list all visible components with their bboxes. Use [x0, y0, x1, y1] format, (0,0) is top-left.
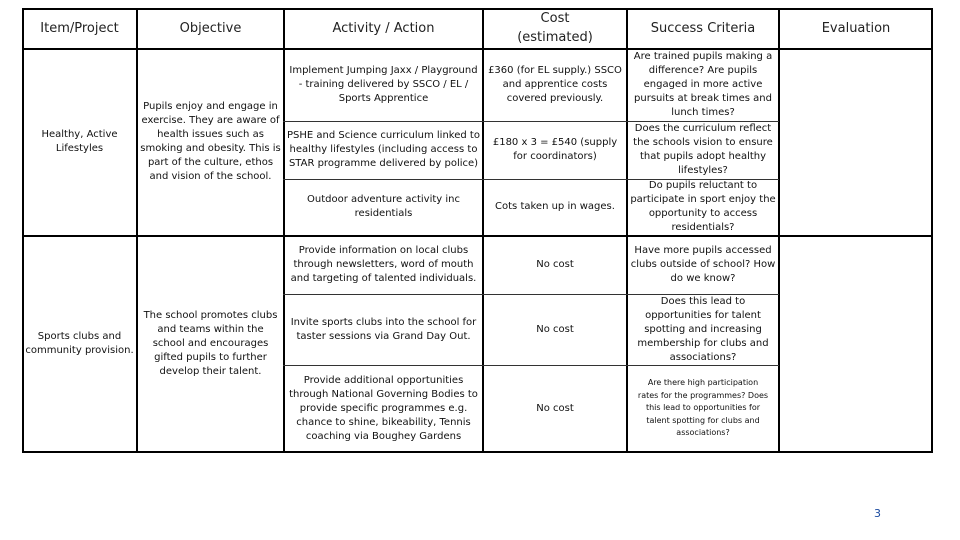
grid-line [22, 8, 933, 10]
success-criteria-cell: Does the curriculum reflect the schools vision to ensure that pupils adopt healthy lifestyles? [633, 123, 773, 176]
activity-cell: Outdoor adventure activity inc residentials [306, 194, 461, 219]
activity-cell: Provide additional opportunities through National Governing Bodies to provide specific programmes e.g. chance to shine, bikeability, Tennis coaching via Boughey Gardens [289, 374, 478, 442]
activity-cell: PSHE and Science curriculum linked to healthy lifestyles (including access to STAR programme delivered by police) [287, 130, 480, 169]
grid-line [931, 8, 933, 453]
grid-line [22, 451, 933, 453]
success-criteria-cell: Are there high participation rates for the programmes? Does this lead to opportunities for talent spotting for clubs and associations? [637, 378, 769, 438]
success-criteria-cell: Are trained pupils making a difference? Are pupils engaged in more active pursuits at break times and lunch times? [633, 51, 773, 118]
cost-cell: Cots taken up in wages. [495, 201, 615, 212]
success-criteria-cell: Do pupils reluctant to participate in sport enjoy the opportunity to access residentials? [630, 180, 776, 233]
grid-line [283, 294, 779, 295]
grid-line [482, 8, 484, 453]
cost-cell: No cost [536, 323, 574, 335]
header-cost: Cost (estimated) [517, 11, 593, 45]
header-objective: Objective [179, 20, 242, 36]
grid-line [778, 8, 780, 453]
grid-line [22, 8, 24, 453]
cost-cell: £180 x 3 = £540 (supply for coordinators) [492, 137, 618, 162]
header-item-project: Item/Project [40, 20, 119, 36]
header-success-criteria: Success Criteria [650, 20, 756, 36]
grid-line [283, 8, 285, 453]
cost-cell: No cost [536, 259, 574, 270]
activity-cell: Invite sports clubs into the school for taster sessions via Grand Day Out. [290, 316, 477, 342]
grid-line [22, 48, 933, 50]
cost-cell: £360 (for EL supply.) SSCO and apprentice costs covered previously. [488, 65, 622, 104]
activity-cell: Provide information on local clubs through newsletters, word of mouth and targeting of talented individuals. [290, 245, 477, 284]
grid-line [22, 235, 933, 237]
grid-line [283, 121, 779, 122]
grid-line [626, 8, 628, 453]
cost-cell: No cost [536, 402, 574, 414]
activity-cell: Implement Jumping Jaxx / Playground - training delivered by SSCO / EL / Sports Apprentice [289, 65, 478, 104]
item-cell: Healthy, Active Lifestyles [41, 129, 118, 154]
header-activity: Activity / Action [332, 20, 435, 36]
objective-cell: The school promotes clubs and teams within the school and encourages gifted pupils to further develop their talent. [143, 310, 278, 377]
success-criteria-cell: Does this lead to opportunities for talent spotting and increasing membership for clubs and associations? [637, 295, 769, 363]
grid-line [136, 8, 138, 453]
grid-line [283, 365, 779, 366]
item-cell: Sports clubs and community provision. [25, 331, 134, 356]
grid-line [283, 179, 779, 180]
page-number: 3 [874, 507, 881, 520]
header-evaluation: Evaluation [821, 20, 891, 36]
success-criteria-cell: Have more pupils accessed clubs outside of school? How do we know? [630, 245, 776, 284]
objective-cell: Pupils enjoy and engage in exercise. They are aware of health issues such as smoking and obesity. This is part of the culture, ethos and vision of the school. [140, 101, 281, 182]
